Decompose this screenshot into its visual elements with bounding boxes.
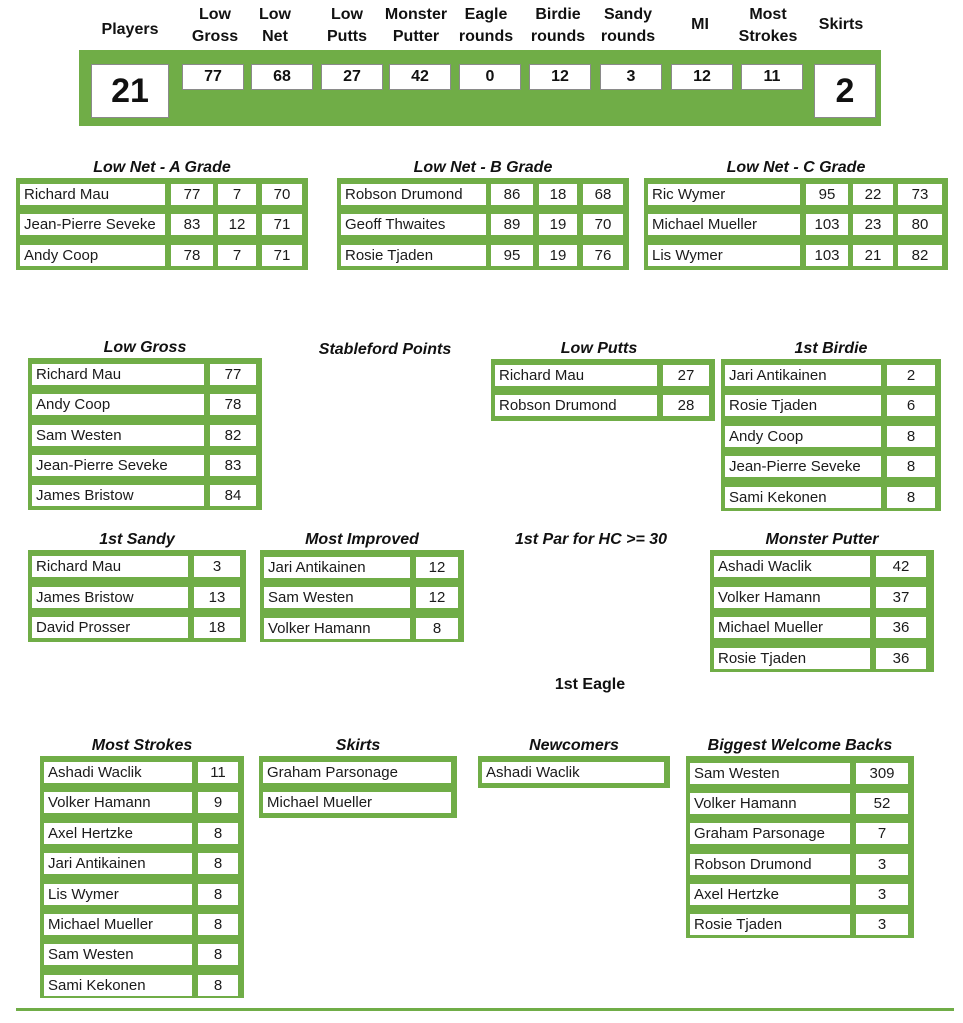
lownet-a-gross: 77 [171,184,213,205]
most-improved-value: 12 [416,557,458,578]
most-strokes-name: Sam Westen [44,944,192,965]
welcome-back-value: 52 [856,793,908,814]
summary-value-low-putts: 27 [321,64,383,90]
first-birdie-name: Jean-Pierre Seveke [725,456,881,477]
summary-value-low-gross: 77 [182,64,244,90]
first-birdie-value: 6 [887,395,935,416]
title-stableford: Stableford Points [318,341,452,358]
summary-label-players: Players [101,21,159,38]
most-strokes-value: 9 [198,792,238,813]
welcome-back-name: Rosie Tjaden [690,914,850,935]
most-strokes-value: 8 [198,853,238,874]
welcome-back-value: 3 [856,884,908,905]
skirts-name: Graham Parsonage [263,762,451,783]
first-sandy-value: 18 [194,617,240,638]
lownet-a-hc: 7 [218,245,256,266]
skirts-name: Michael Mueller [263,792,451,813]
summary-value-low-net: 68 [251,64,313,90]
welcome-back-name: Graham Parsonage [690,823,850,844]
lownet-c-name: Michael Mueller [648,214,800,235]
lownet-c-gross: 103 [806,214,848,235]
welcome-back-value: 309 [856,763,908,784]
lownet-b-hc: 18 [539,184,577,205]
summary-value-players: 21 [91,64,169,118]
lownet-a-hc: 7 [218,184,256,205]
most-strokes-name: Volker Hamann [44,792,192,813]
most-strokes-value: 8 [198,944,238,965]
most-strokes-value: 11 [198,762,238,783]
summary-label-skirts: Skirts [818,16,864,33]
summary-value-eagle-rounds: 0 [459,64,521,90]
first-birdie-name: Jari Antikainen [725,365,881,386]
first-birdie-name: Sami Kekonen [725,487,881,508]
most-strokes-name: Sami Kekonen [44,975,192,996]
most-strokes-value: 8 [198,823,238,844]
title-most-improved: Most Improved [305,531,419,548]
monster-putter-name: Volker Hamann [714,587,870,608]
summary-value-skirts: 2 [814,64,876,118]
most-strokes-name: Lis Wymer [44,884,192,905]
lownet-c-net: 73 [898,184,942,205]
welcome-back-value: 3 [856,914,908,935]
most-strokes-name: Jari Antikainen [44,853,192,874]
title-low-net-b: Low Net - B Grade [413,159,553,176]
welcome-back-value: 3 [856,854,908,875]
title-skirts: Skirts [335,737,381,754]
title-first-birdie: 1st Birdie [794,340,868,357]
summary-label-birdie-rounds: Birdie rounds [530,6,586,45]
most-improved-name: Sam Westen [264,587,410,608]
welcome-back-value: 7 [856,823,908,844]
lownet-b-gross: 86 [491,184,533,205]
first-sandy-name: Richard Mau [32,556,188,577]
welcome-back-name: Sam Westen [690,763,850,784]
most-improved-name: Volker Hamann [264,618,410,639]
title-first-par: 1st Par for HC >= 30 [514,531,668,548]
low-gross-name: Andy Coop [32,394,204,415]
low-putts-value: 27 [663,365,709,386]
welcome-back-name: Robson Drumond [690,854,850,875]
welcome-back-name: Volker Hamann [690,793,850,814]
summary-value-mi: 12 [671,64,733,90]
lownet-b-net: 76 [583,245,623,266]
monster-putter-value: 42 [876,556,926,577]
first-birdie-value: 8 [887,426,935,447]
summary-value-sandy-rounds: 3 [600,64,662,90]
low-gross-name: Sam Westen [32,425,204,446]
most-strokes-name: Michael Mueller [44,914,192,935]
lownet-a-name: Richard Mau [20,184,165,205]
monster-putter-value: 36 [876,648,926,669]
lownet-c-hc: 21 [853,245,893,266]
most-improved-value: 12 [416,587,458,608]
lownet-c-hc: 22 [853,184,893,205]
title-first-sandy: 1st Sandy [99,531,175,548]
summary-value-most-strokes: 11 [741,64,803,90]
first-sandy-value: 3 [194,556,240,577]
lownet-b-hc: 19 [539,214,577,235]
lownet-b-name: Rosie Tjaden [341,245,486,266]
lownet-b-net: 68 [583,184,623,205]
lownet-c-net: 80 [898,214,942,235]
first-birdie-name: Rosie Tjaden [725,395,881,416]
title-low-gross: Low Gross [103,339,187,356]
lownet-c-name: Ric Wymer [648,184,800,205]
lownet-b-name: Robson Drumond [341,184,486,205]
title-welcome-backs: Biggest Welcome Backs [707,737,893,754]
first-birdie-name: Andy Coop [725,426,881,447]
summary-value-monster-putter: 42 [389,64,451,90]
most-strokes-value: 8 [198,884,238,905]
monster-putter-value: 37 [876,587,926,608]
lownet-c-gross: 103 [806,245,848,266]
low-putts-value: 28 [663,395,709,416]
summary-label-mi: MI [691,16,709,33]
first-birdie-value: 8 [887,456,935,477]
most-strokes-value: 8 [198,975,238,996]
title-low-putts: Low Putts [560,340,638,357]
low-gross-value: 77 [210,364,256,385]
lownet-b-name: Geoff Thwaites [341,214,486,235]
title-first-eagle: 1st Eagle [554,676,626,693]
lownet-a-net: 71 [262,214,302,235]
lownet-b-hc: 19 [539,245,577,266]
most-strokes-name: Axel Hertzke [44,823,192,844]
lownet-c-gross: 95 [806,184,848,205]
monster-putter-name: Ashadi Waclik [714,556,870,577]
low-gross-name: James Bristow [32,485,204,506]
most-improved-name: Jari Antikainen [264,557,410,578]
lownet-a-gross: 83 [171,214,213,235]
title-low-net-a: Low Net - A Grade [93,159,231,176]
most-improved-value: 8 [416,618,458,639]
low-gross-name: Richard Mau [32,364,204,385]
lownet-b-gross: 89 [491,214,533,235]
summary-value-birdie-rounds: 12 [529,64,591,90]
most-strokes-value: 8 [198,914,238,935]
low-gross-value: 84 [210,485,256,506]
lownet-b-net: 70 [583,214,623,235]
first-sandy-name: David Prosser [32,617,188,638]
low-gross-value: 82 [210,425,256,446]
lownet-a-net: 70 [262,184,302,205]
low-putts-name: Richard Mau [495,365,657,386]
summary-label-most-strokes: Most Strokes [738,6,798,45]
summary-label-eagle-rounds: Eagle rounds [458,6,514,45]
monster-putter-value: 36 [876,617,926,638]
bottom-divider [16,1008,954,1011]
lownet-a-gross: 78 [171,245,213,266]
first-sandy-value: 13 [194,587,240,608]
first-birdie-value: 8 [887,487,935,508]
lownet-a-net: 71 [262,245,302,266]
most-strokes-name: Ashadi Waclik [44,762,192,783]
low-gross-value: 78 [210,394,256,415]
welcome-back-name: Axel Hertzke [690,884,850,905]
title-monster-putter: Monster Putter [765,531,879,548]
summary-label-low-net: Low Net [259,6,291,45]
low-gross-value: 83 [210,455,256,476]
lownet-a-name: Jean-Pierre Seveke [20,214,165,235]
low-putts-name: Robson Drumond [495,395,657,416]
monster-putter-name: Rosie Tjaden [714,648,870,669]
first-sandy-name: James Bristow [32,587,188,608]
summary-label-low-gross: Low Gross [191,6,239,45]
summary-label-monster-putter: Monster Putter [384,6,448,45]
newcomers-name: Ashadi Waclik [482,762,664,783]
summary-label-low-putts: Low Putts [327,6,367,45]
monster-putter-name: Michael Mueller [714,617,870,638]
title-most-strokes: Most Strokes [91,737,193,754]
lownet-a-name: Andy Coop [20,245,165,266]
lownet-c-hc: 23 [853,214,893,235]
title-newcomers: Newcomers [529,737,619,754]
first-birdie-value: 2 [887,365,935,386]
low-gross-name: Jean-Pierre Seveke [32,455,204,476]
lownet-a-hc: 12 [218,214,256,235]
lownet-c-name: Lis Wymer [648,245,800,266]
lownet-c-net: 82 [898,245,942,266]
title-low-net-c: Low Net - C Grade [726,159,866,176]
summary-label-sandy-rounds: Sandy rounds [600,6,656,45]
lownet-b-gross: 95 [491,245,533,266]
